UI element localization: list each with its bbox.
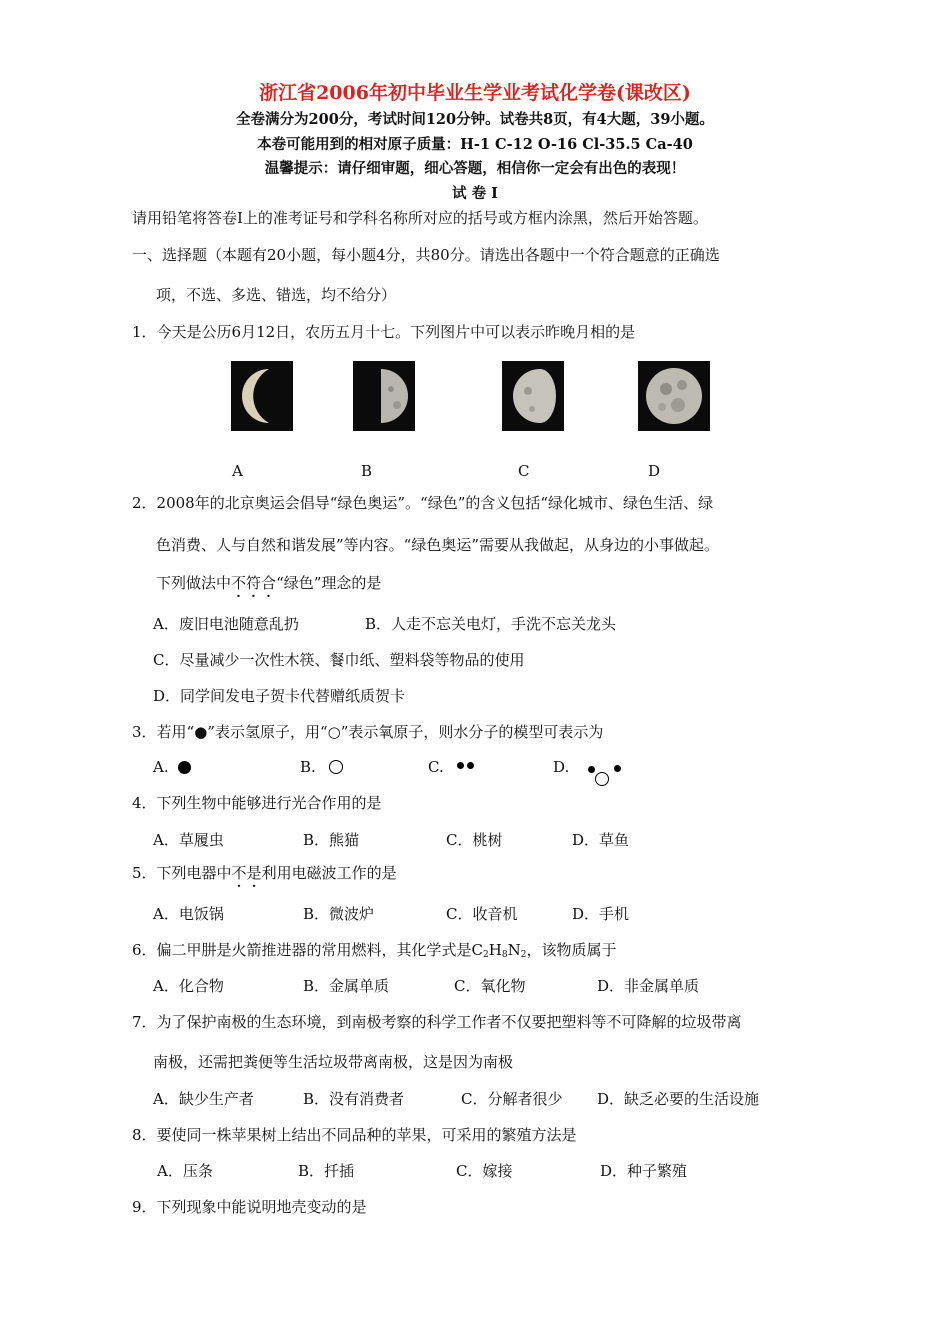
question-8-stem: 8．要使同一株苹果树上结出不同品种的苹果，可采用的繁殖方法是 bbox=[132, 1126, 577, 1144]
oxygen-atom-model-d bbox=[595, 772, 609, 786]
hydrogen-atom-model-c1 bbox=[457, 762, 464, 769]
q8-option-b: B．扦插 bbox=[298, 1162, 355, 1180]
part1-heading-cont: 项，不选、多选、错选，均不给分） bbox=[156, 286, 397, 304]
q3-label-c: C. bbox=[428, 758, 444, 776]
part1-heading: 一、选择题（本题有20小题，每小题4分，共80分。请选出各题中一个符合题意的正确选 bbox=[132, 246, 720, 264]
q6-option-c: C．氧化物 bbox=[454, 977, 526, 995]
q5-option-c: C．收音机 bbox=[446, 905, 518, 923]
q5-option-a: A．电饭锅 bbox=[153, 905, 224, 923]
q6-option-a: A．化合物 bbox=[153, 977, 224, 995]
question-7-stem: 7．为了保护南极的生态环境，到南极考察的科学工作者不仅要把塑料等不可降解的垃圾带离 bbox=[132, 1013, 742, 1031]
hydrogen-atom-model-a bbox=[178, 761, 191, 774]
q2-option-b: B．人走不忘关电灯，手洗不忘关龙头 bbox=[365, 615, 617, 633]
q2-option-d: D．同学间发电子贺卡代替赠纸质贺卡 bbox=[153, 687, 406, 705]
q8-option-a: A．压条 bbox=[157, 1162, 213, 1180]
q5-option-d: D．手机 bbox=[572, 905, 630, 923]
atomic-mass-info: 本卷可能用到的相对原子质量：H-1 C-12 O-16 Cl-35.5 Ca-40 bbox=[257, 136, 693, 153]
moon-full-image bbox=[638, 361, 710, 431]
q3-label-a: A. bbox=[153, 758, 169, 776]
option-label-a: A bbox=[232, 462, 243, 480]
hydrogen-atom-model-d1 bbox=[588, 766, 595, 773]
q6-option-d: D．非金属单质 bbox=[597, 977, 700, 995]
moon-crescent-image bbox=[231, 361, 293, 431]
q8-option-c: C．嫁接 bbox=[456, 1162, 513, 1180]
q6-option-b: B．金属单质 bbox=[303, 977, 390, 995]
q2-option-c: C．尽量减少一次性木筷、餐巾纸、塑料袋等物品的使用 bbox=[153, 651, 525, 669]
moon-waning-quarter-image bbox=[502, 361, 564, 431]
q2-option-a: A．废旧电池随意乱扔 bbox=[153, 615, 299, 633]
oxygen-atom-model-b bbox=[329, 760, 343, 774]
option-label-b: B bbox=[361, 462, 373, 480]
hydrogen-atom-model-d2 bbox=[614, 765, 621, 772]
q7-option-a: A．缺少生产者 bbox=[153, 1090, 254, 1108]
tip-line: 温馨提示：请仔细审题，细心答题，相信你一定会有出色的表现！ bbox=[264, 160, 686, 177]
q4-option-a: A．草履虫 bbox=[153, 831, 224, 849]
q4-option-c: C．桃树 bbox=[446, 831, 503, 849]
q7-option-c: C．分解者很少 bbox=[461, 1090, 563, 1108]
question-9-stem: 9．下列现象中能说明地壳变动的是 bbox=[132, 1198, 367, 1216]
question-3-stem: 3．若用“●”表示氢原子，用“○”表示氧原子，则水分子的模型可表示为 bbox=[132, 723, 604, 741]
question-5-stem: 5．下列电器中不是利用电磁波工作的是 bbox=[132, 864, 397, 882]
q3-label-d: D. bbox=[553, 758, 570, 776]
question-4-stem: 4．下列生物中能够进行光合作用的是 bbox=[132, 794, 382, 812]
question-1-stem: 1．今天是公历6月12日，农历五月十七。下列图片中可以表示昨晚月相的是 bbox=[132, 323, 636, 341]
q5-option-b: B．微波炉 bbox=[303, 905, 375, 923]
question-2-prompt: 下列做法中不符合“绿色”理念的是 bbox=[156, 574, 382, 592]
section-heading: 试 卷 Ⅰ bbox=[452, 185, 498, 202]
q7-option-b: B．没有消费者 bbox=[303, 1090, 405, 1108]
question-7-stem-cont: 南极，还需把粪便等生活垃圾带离南极，这是因为南极 bbox=[153, 1053, 514, 1071]
question-2-stem-cont: 色消费、人与自然和谐发展”等内容。“绿色奥运”需要从我做起，从身边的小事做起。 bbox=[156, 536, 720, 554]
question-6-stem: 6．偏二甲肼是火箭推进器的常用燃料，其化学式是$C_2H_8N_2$，该物质属于 bbox=[132, 941, 617, 960]
q7-option-d: D．缺乏必要的生活设施 bbox=[597, 1090, 760, 1108]
option-label-c: C bbox=[518, 462, 530, 480]
exam-info: 全卷满分为200分，考试时间120分钟。试卷共8页，有4大题，39小题。 bbox=[236, 111, 714, 128]
moon-first-quarter-image bbox=[353, 361, 415, 431]
q8-option-d: D．种子繁殖 bbox=[600, 1162, 688, 1180]
hydrogen-atom-model-c2 bbox=[467, 762, 474, 769]
question-2-stem: 2．2008年的北京奥运会倡导“绿色奥运”。“绿色”的含义包括“绿化城市、绿色生活、绿 bbox=[132, 494, 714, 512]
paper-title: 浙江省2006年初中毕业生学业考试化学卷(课改区) bbox=[259, 82, 691, 104]
option-label-d: D bbox=[648, 462, 661, 480]
instruction-line: 请用铅笔将答卷Ⅰ上的准考证号和学科名称所对应的括号或方框内涂黑，然后开始答题。 bbox=[132, 209, 708, 227]
q4-option-d: D．草鱼 bbox=[572, 831, 630, 849]
q4-option-b: B．熊猫 bbox=[303, 831, 360, 849]
q3-label-b: B. bbox=[300, 758, 316, 776]
